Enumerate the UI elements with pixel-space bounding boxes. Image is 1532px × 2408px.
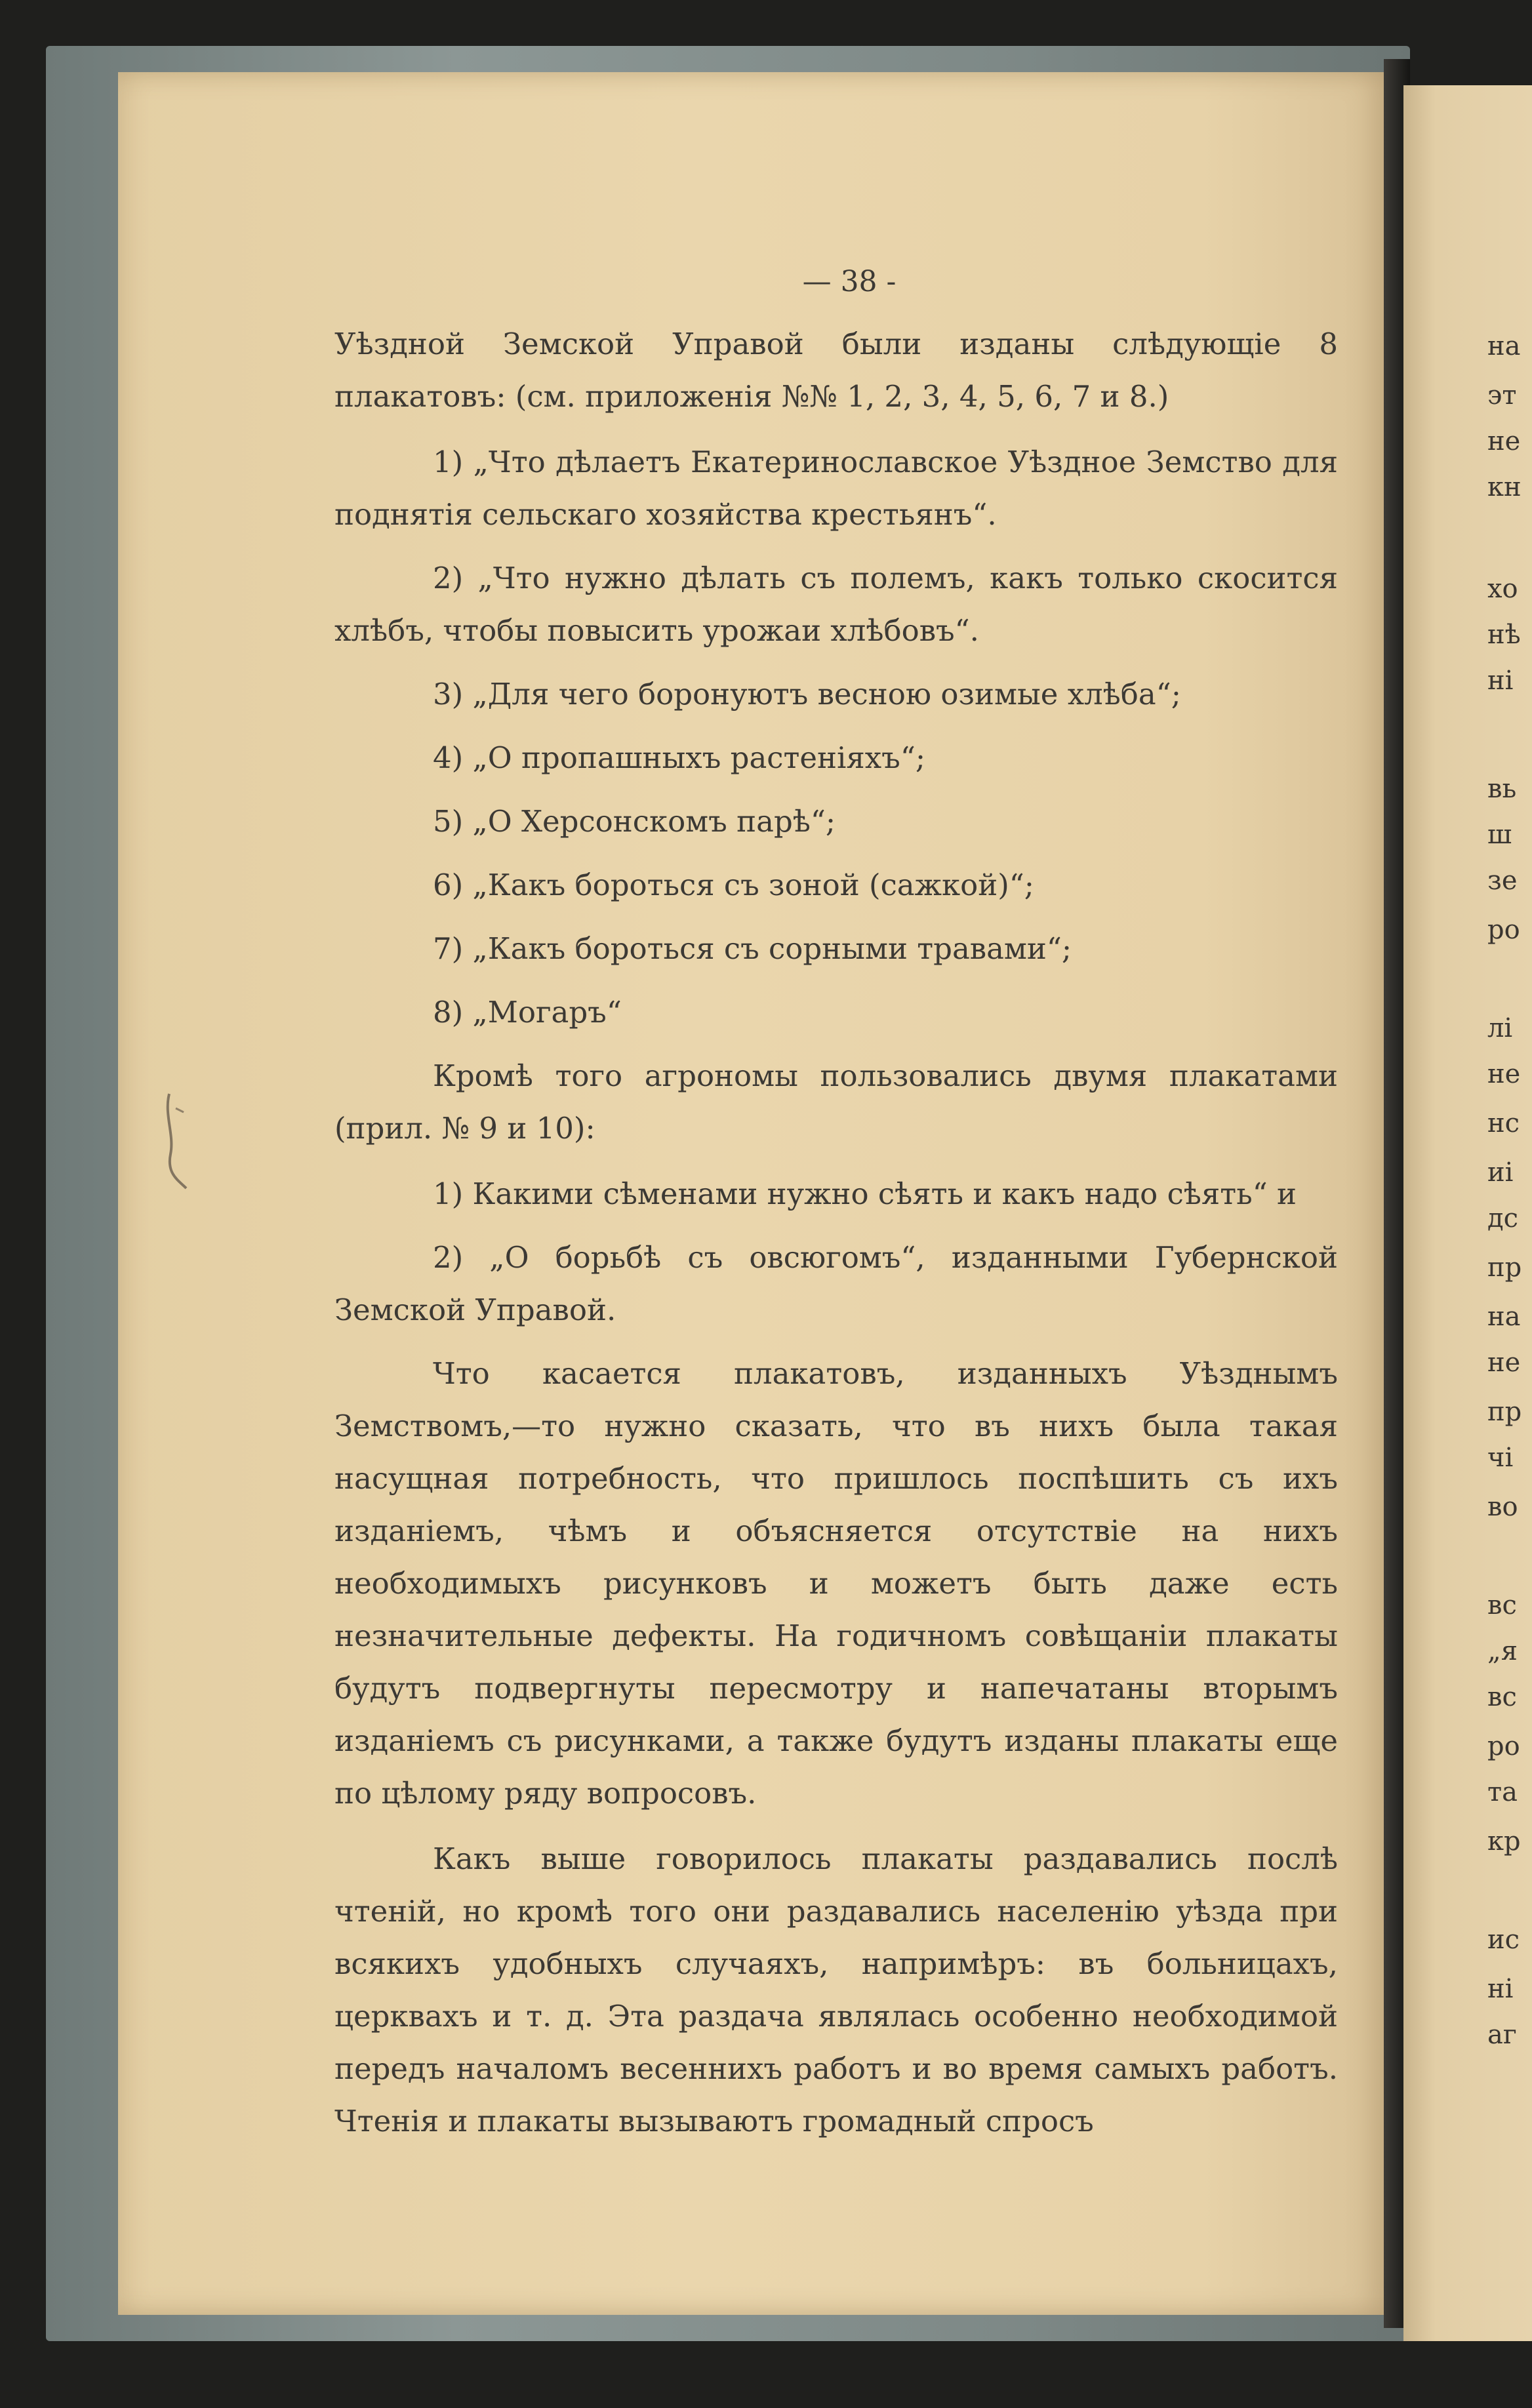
- facing-page-fragment: нс: [1487, 1108, 1520, 1138]
- facing-page-fragment: пр: [1487, 1253, 1522, 1283]
- facing-page-fragment: во: [1487, 1492, 1518, 1522]
- facing-page-fragment: ро: [1487, 1731, 1520, 1761]
- poster-list-item: 7) „Какъ бороться съ сорными травами“;: [433, 931, 1072, 966]
- facing-page-fragment: лі: [1487, 1013, 1513, 1043]
- facing-page-fragment: хо: [1487, 574, 1518, 604]
- provincial-poster-list: [334, 1168, 1338, 1336]
- facing-page-fragment: на: [1487, 331, 1521, 361]
- ink-smudge-mark: [157, 1089, 197, 1194]
- facing-page-fragment: чі: [1487, 1443, 1514, 1473]
- facing-page-fragment: не: [1487, 1059, 1521, 1089]
- facing-page-fragment: ро: [1487, 915, 1520, 945]
- poster-list-item: 3) „Для чего боронуютъ весною озимые хлѣба“;: [433, 677, 1181, 712]
- facing-page-fragment: на: [1487, 1302, 1521, 1332]
- facing-page-fragment: вь: [1487, 774, 1517, 804]
- facing-page-fragment: вс: [1487, 1682, 1517, 1712]
- facing-page-fragment: иі: [1487, 1157, 1514, 1188]
- distribution-paragraph: Какъ выше говорилось плакаты раздавались послѣ чтеній, но кромѣ того они раздавались населенію уѣзда при всякихъ удобныхъ случаяхъ, напримѣръ: въ больницахъ, церквахъ и т. д. Эта раздача являлась особенно необходимой передъ началомъ весеннихъ работъ и во время самыхъ работъ. Чтенія и плакаты вызываютъ громадный спросъ: [334, 1841, 1338, 2138]
- agronomists-paragraph: Кромѣ того агрономы пользовались двумя плакатами (прил. № 9 и 10):: [334, 1058, 1338, 1146]
- page-number: — 38 -: [802, 265, 897, 298]
- facing-page-fragment: не: [1487, 426, 1521, 456]
- facing-page-fragment: зе: [1487, 866, 1518, 896]
- facing-page-fragment: „я: [1487, 1636, 1518, 1666]
- facing-page-fragment: дс: [1487, 1203, 1519, 1234]
- facing-page-fragment: ш: [1487, 820, 1512, 850]
- facing-page-fragment: кр: [1487, 1826, 1521, 1856]
- facing-page-fragment: ис: [1487, 1925, 1520, 1955]
- provincial-poster-item: 2) „О борьбѣ съ овсюгомъ“, изданными Губернской Земской Управой.: [334, 1240, 1338, 1327]
- poster-list-item: 8) „Могаръ“: [433, 995, 622, 1030]
- poster-list-item: 5) „О Херсонскомъ парѣ“;: [433, 804, 836, 839]
- facing-page-fragment: ні: [1487, 1974, 1514, 2004]
- poster-list-item: 2) „Что нужно дѣлать съ полемъ, какъ только скосится хлѣбъ, чтобы повысить урожаи хлѣбовъ“.: [334, 561, 1338, 648]
- provincial-poster-item: 1) Какими сѣменами нужно сѣять и какъ надо сѣять“ и: [433, 1176, 1297, 1211]
- page-text: [334, 262, 1338, 2161]
- facing-page-fragment: аг: [1487, 2020, 1517, 2050]
- poster-list-item: 1) „Что дѣлаетъ Екатеринославское Уѣздное Земство для поднятія сельскаго хозяйства крестьянъ“.: [334, 445, 1338, 532]
- facing-page-fragment: вс: [1487, 1590, 1517, 1620]
- facing-page-fragment: нѣ: [1487, 620, 1521, 650]
- facing-page-fragment: кн: [1487, 472, 1522, 502]
- facing-page-fragment: эт: [1487, 380, 1517, 411]
- posters-need-paragraph: Что касается плакатовъ, изданныхъ Уѣзднымъ Земствомъ,—то нужно сказать, что въ нихъ была такая насущная потребность, что пришлось поспѣшить съ ихъ изданіемъ, чѣмъ и объясняется отсутствіе на нихъ необходимыхъ рисунковъ и можетъ быть даже есть незначительные дефекты. На годичномъ совѣщаніи плакаты будутъ подвергнуты пересмотру и напечатаны вторымъ изданіемъ съ рисунками, а также будутъ изданы плакаты еще по цѣлому ряду вопросовъ.: [334, 1356, 1338, 1811]
- facing-page-fragment: пр: [1487, 1397, 1522, 1427]
- poster-list-item: 6) „Какъ бороться съ зоной (сажкой)“;: [433, 868, 1034, 902]
- intro-paragraph: Уѣздной Земской Управой были изданы слѣдующіе 8 плакатовъ: (см. приложенія №№ 1, 2, 3, 4, 5, 6, 7 и 8.): [334, 327, 1338, 414]
- poster-list: [334, 436, 1338, 1039]
- poster-list-item: 4) „О пропашныхъ растеніяхъ“;: [433, 740, 925, 775]
- facing-page-fragment: ні: [1487, 666, 1514, 696]
- facing-page-fragment: не: [1487, 1348, 1521, 1378]
- facing-page-fragment: та: [1487, 1777, 1518, 1807]
